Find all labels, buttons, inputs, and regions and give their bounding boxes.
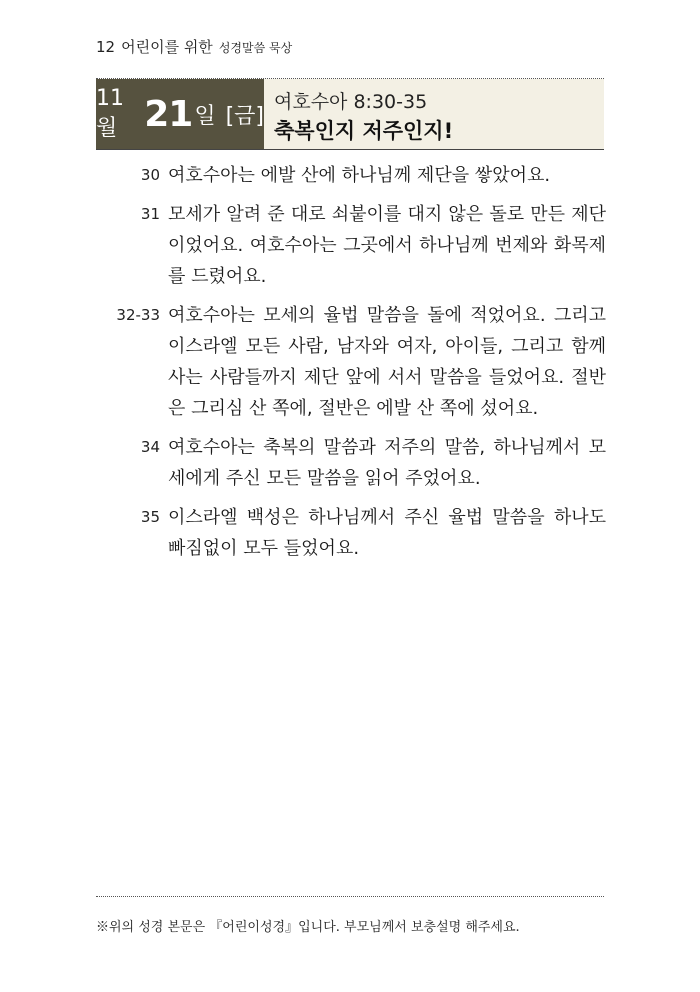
date-day: 21 — [144, 93, 193, 135]
book-subtitle: 성경말씀 묵상 — [218, 41, 293, 55]
running-header — [96, 36, 292, 57]
verse-number: 35 — [140, 508, 160, 526]
footnote: ※위의 성경 본문은 『어린이성경』입니다. 부모님께서 보충설명 해주세요. — [96, 920, 520, 935]
verse-text: 모세가 알려 준 대로 쇠붙이를 대지 않은 돌로 만든 제단이었어요. 여호수아는 그곳에서 하나님께 번제와 화목제를 드렸어요. — [168, 204, 606, 287]
passage-title: 축복인지 저주인지! — [274, 119, 454, 143]
date-box — [96, 79, 264, 149]
verse-text: 여호수아는 모세의 율법 말씀을 돌에 적었어요. 그리고 이스라엘 모든 사람, 남자와 여자, 아이들, 그리고 함께 사는 사람들까지 제단 앞에 서서 말씀을 들었어요. 절반은 그리심 산 쪽에, 절반은 에발 산 쪽에 섰어요. — [168, 305, 606, 419]
verse-number: 34 — [140, 438, 160, 456]
date-weekday: [금] — [225, 103, 264, 129]
page-number: 12 — [96, 38, 116, 56]
verse-number: 31 — [140, 205, 160, 223]
verse — [96, 432, 606, 494]
verse-list — [96, 160, 606, 572]
title-band — [96, 78, 604, 150]
passage-reference: 여호수아 8:30-35 — [274, 91, 428, 113]
verse — [96, 502, 606, 564]
verse-number: 30 — [140, 166, 160, 184]
verse — [96, 199, 606, 292]
footnote-divider — [96, 896, 604, 897]
verse-text: 여호수아는 에발 산에 하나님께 제단을 쌓았어요. — [168, 165, 551, 186]
verse — [96, 300, 606, 424]
verse — [96, 160, 606, 191]
verse-text: 여호수아는 축복의 말씀과 저주의 말씀, 하나님께서 모세에게 주신 모든 말씀을 읽어 주었어요. — [168, 437, 606, 489]
book-title: 어린이를 위한 — [121, 38, 213, 56]
date-month: 11월 — [96, 86, 124, 141]
date-day-suffix: 일 — [194, 103, 216, 129]
verse-text: 이스라엘 백성은 하나님께서 주신 율법 말씀을 하나도 빠짐없이 모두 들었어요. — [168, 507, 606, 559]
verse-number: 32-33 — [116, 306, 160, 324]
passage-box — [264, 79, 604, 149]
